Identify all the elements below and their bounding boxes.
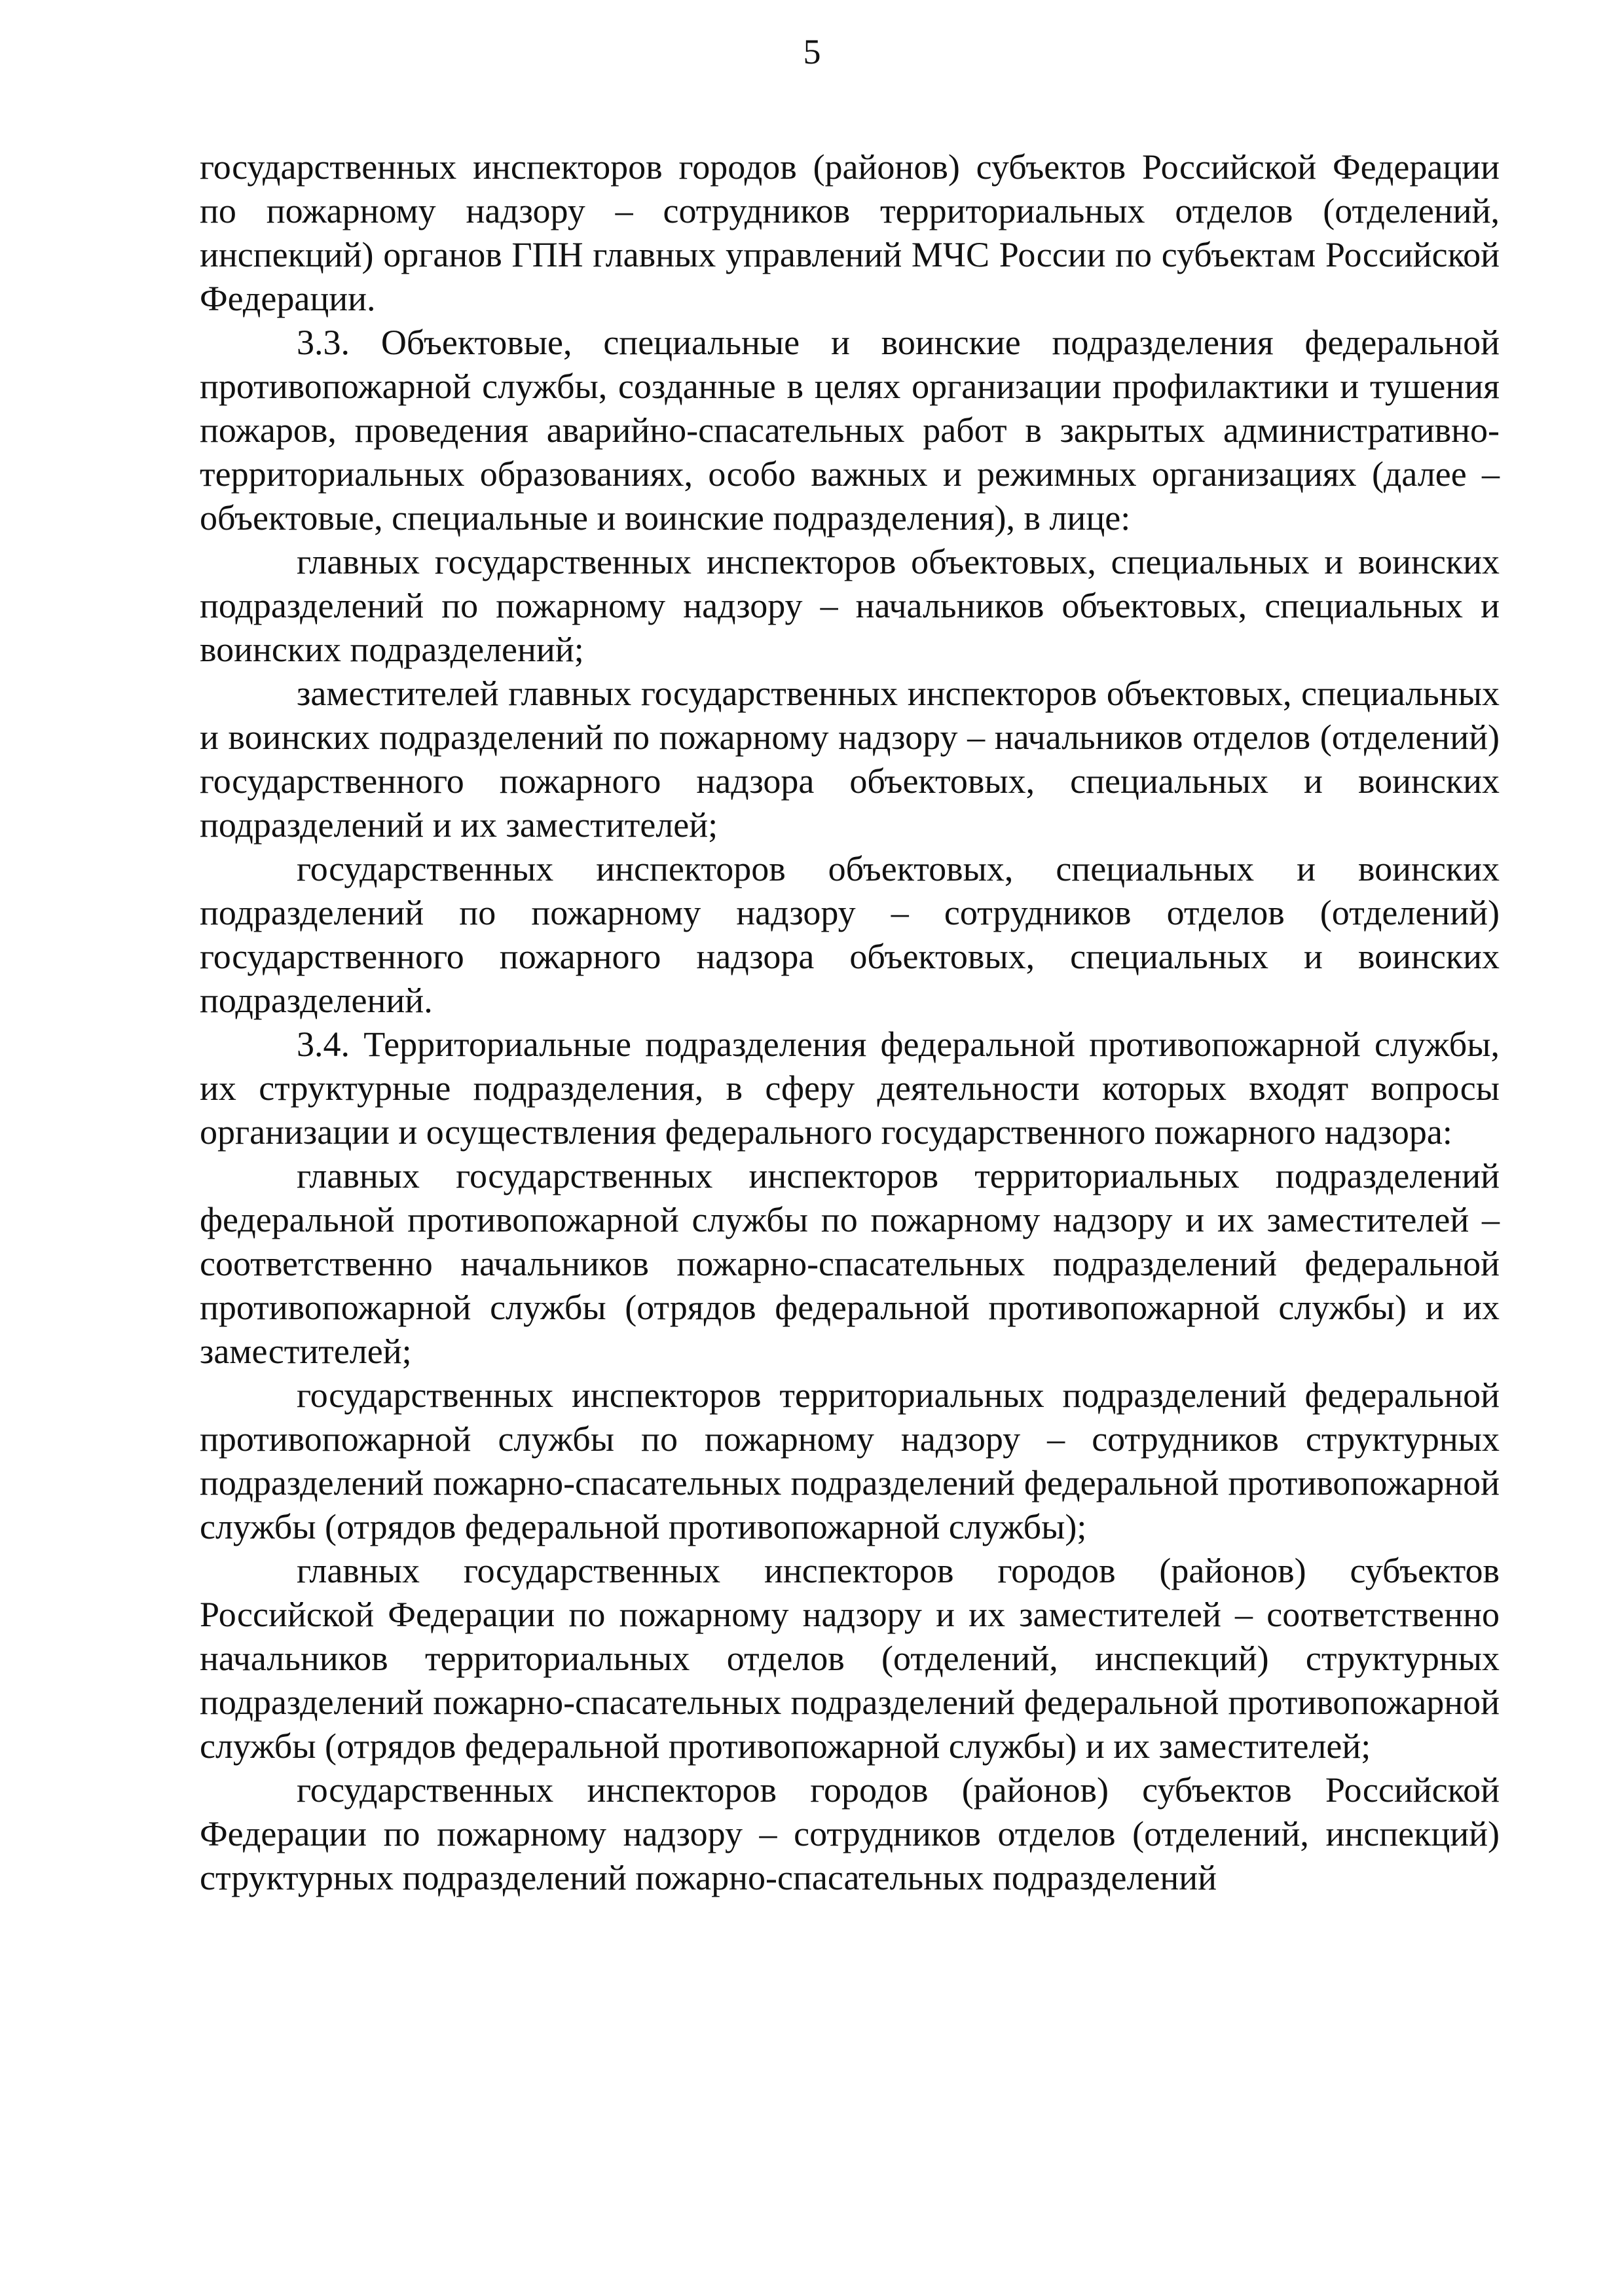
paragraph-chief-inspectors-territorial: главных государственных инспекторов территориальных подразделений федеральной противопожарной службы по пожарному надзору и их заместителей – соответственно начальников пожарно-спасательных подразделений федеральной противопожарной службы (отрядов федеральной противопожарной службы) и их заместителей; [200, 1156, 1500, 1371]
document-body [200, 145, 1500, 1900]
paragraph-state-inspectors-territorial: государственных инспекторов территориальных подразделений федеральной противопожарной службы по пожарному надзору – сотрудников структурных подразделений пожарно-спасательных подразделений федеральной противопожарной службы (отрядов федеральной противопожарной службы); [200, 1376, 1500, 1546]
paragraph-chief-inspectors-facility: главных государственных инспекторов объектовых, специальных и воинских подразделений по пожарному надзору – начальников объектовых, специальных и воинских подразделений; [200, 542, 1500, 669]
paragraph-chief-inspectors-cities: главных государственных инспекторов городов (районов) субъектов Российской Федерации по пожарному надзору и их заместителей – соответственно начальников территориальных отделов (отделений, инспекций) структурных подразделений пожарно-спасательных подразделений федеральной противопожарной службы (отрядов федеральной противопожарной службы) и их заместителей; [200, 1551, 1500, 1766]
paragraph-inspectors-continuation: государственных инспекторов городов (районов) субъектов Российской Федерации по пожарному надзору – сотрудников территориальных отделов (отделений, инспекций) органов ГПН главных управлений МЧС России по субъектам Российской Федерации. [200, 147, 1500, 318]
paragraph-deputy-chief-inspectors-facility: заместителей главных государственных инспекторов объектовых, специальных и воинских подразделений по пожарному надзору – начальников отделов (отделений) государственного пожарного надзора объектовых, специальных и воинских подразделений и их заместителей; [200, 674, 1500, 845]
paragraph-section-3-3: 3.3. Объектовые, специальные и воинские подразделения федеральной противопожарной службы, созданные в целях организации профилактики и тушения пожаров, проведения аварийно-спасательных работ в закрытых административно-территориальных образованиях, особо важных и режимных организациях (далее – объектовые, специальные и воинские подразделения), в лице: [200, 323, 1500, 538]
paragraph-state-inspectors-facility: государственных инспекторов объектовых, специальных и воинских подразделений по пожарному надзору – сотрудников отделов (отделений) государственного пожарного надзора объектовых, специальных и воинских подразделений. [200, 849, 1500, 1020]
paragraph-state-inspectors-cities: государственных инспекторов городов (районов) субъектов Российской Федерации по пожарному надзору – сотрудников отделов (отделений, инспекций) структурных подразделений пожарно-спасательных подразделений [200, 1770, 1500, 1897]
paragraph-section-3-4: 3.4. Территориальные подразделения федеральной противопожарной службы, их структурные подразделения, в сферу деятельности которых входят вопросы организации и осуществления федерального государственного пожарного надзора: [200, 1025, 1500, 1152]
page-number: 5 [803, 32, 821, 71]
